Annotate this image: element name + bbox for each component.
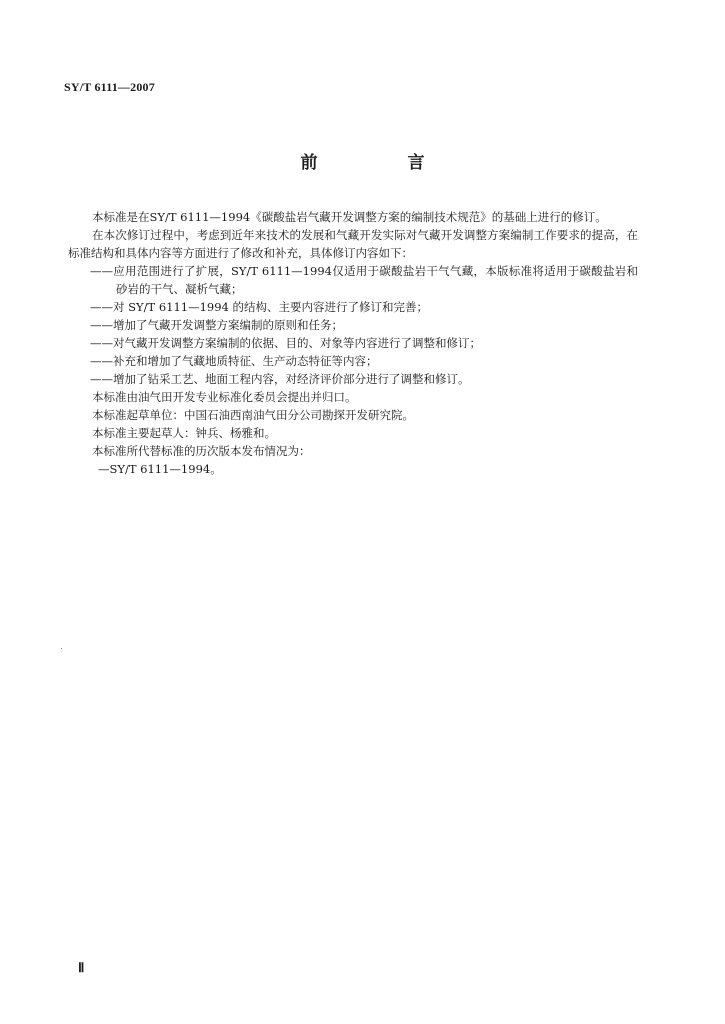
previous-edition-item: —SY/T 6111—1994。	[98, 462, 222, 476]
list-item: ——对 SY/T 6111—1994 的结构、主要内容进行了修订和完善；	[90, 300, 429, 314]
paragraph-drafting-unit: 本标准起草单位：中国石油西南油气田分公司勘探开发研究院。	[92, 408, 414, 422]
list-item: ——对气藏开发调整方案编制的依据、目的、对象等内容进行了调整和修订；	[90, 336, 481, 350]
paragraph-drafters: 本标准主要起草人：钟兵、杨雅和。	[92, 426, 276, 440]
page-title: 前 言	[300, 153, 467, 173]
paragraph-intro: 本标准是在SY/T 6111—1994《碳酸盐岩气藏开发调整方案的编制技术规范》的基础上进行的修订。	[92, 210, 607, 224]
list-item: ——增加了气藏开发调整方案编制的原则和任务；	[90, 318, 343, 332]
list-item: ——补充和增加了气藏地质特征、生产动态特征等内容；	[90, 354, 378, 368]
page-number: Ⅱ	[78, 960, 85, 975]
paragraph-proposer: 本标准由油气田开发专业标准化委员会提出并归口。	[92, 390, 357, 404]
standard-code: SY/T 6111—2007	[64, 80, 155, 94]
paragraph-revision-context: 在本次修订过程中，考虑到近年来技术的发展和气藏开发实际对气藏开发调整方案编制工作要求的提高，在标准结构和具体内容等方面进行了修改和补充，具体修订内容如下：	[68, 228, 638, 260]
paragraph-previous-editions: 本标准所代替标准的历次版本发布情况为：	[92, 444, 311, 458]
list-item: ——增加了钻采工艺、地面工程内容，对经济评价部分进行了调整和修订。	[90, 372, 470, 386]
scan-speck	[61, 648, 62, 649]
list-item: ——应用范围进行了扩展，SY/T 6111—1994仅适用于碳酸盐岩干气气藏，本版标准将适用于碳酸盐岩和砂岩的干气、凝析气藏；	[90, 264, 638, 296]
document-body	[68, 208, 638, 478]
